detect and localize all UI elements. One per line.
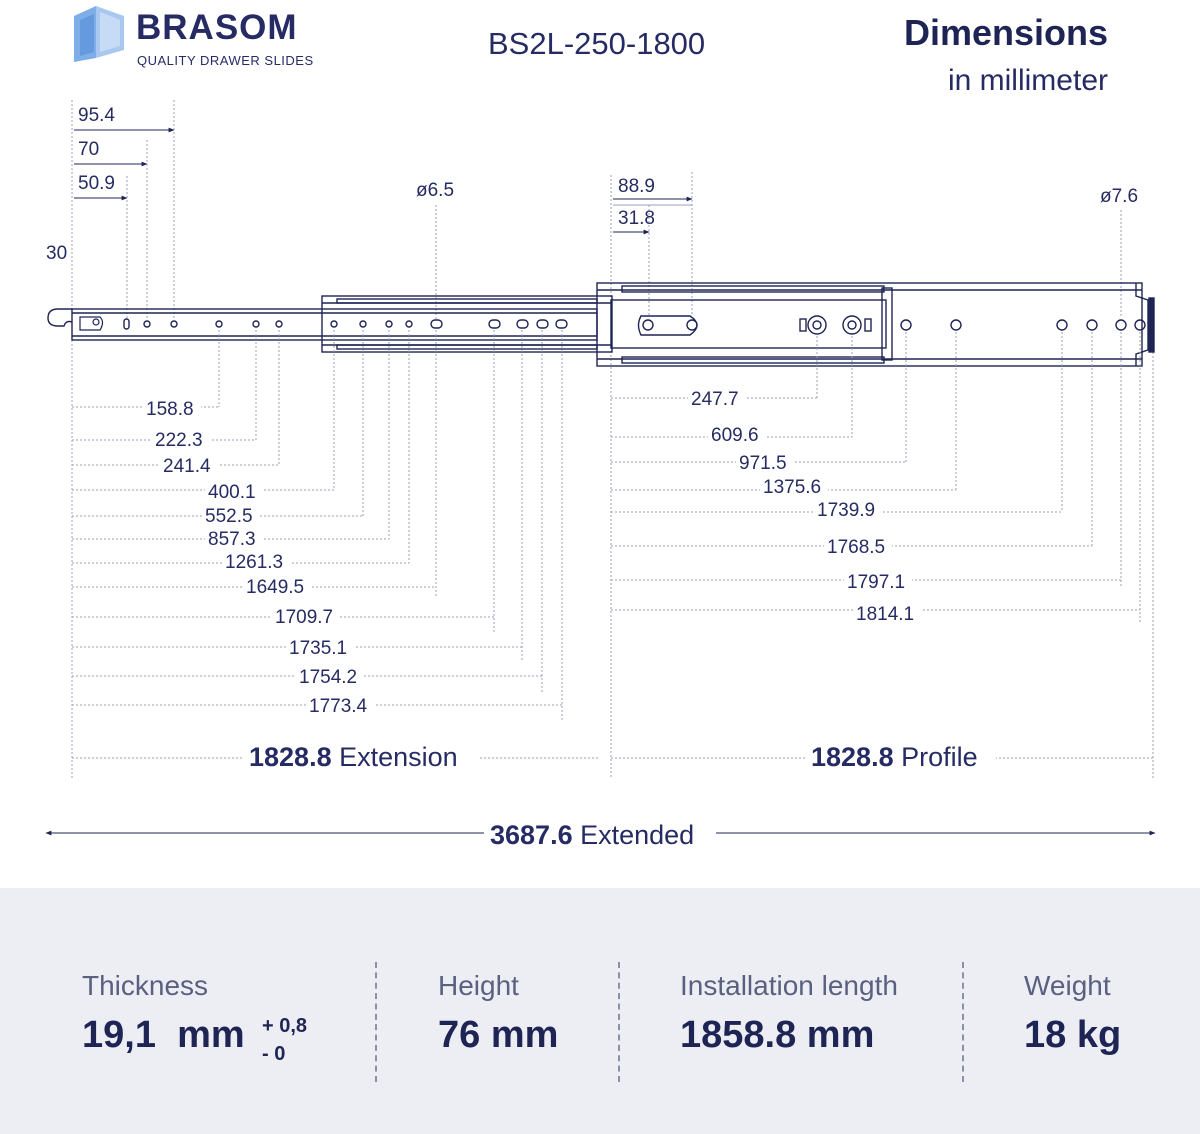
- mounting-holes: [124, 316, 1145, 335]
- dim-247-7-label: 247.7: [691, 389, 739, 410]
- slide-outline: [48, 283, 1154, 366]
- thickness-label: Thickness: [82, 970, 209, 1001]
- thickness-tolerance: [262, 1012, 307, 1068]
- dim-1797-1-label: 1797.1: [847, 572, 906, 593]
- dim-1768-5-label: 1768.5: [827, 537, 886, 558]
- dim-1814-1-label: 1814.1: [856, 604, 915, 625]
- specs-panel: [0, 888, 1200, 1134]
- spec-divider: [618, 962, 620, 1082]
- dim-31-8-label: 31.8: [618, 208, 655, 229]
- installation-length-label: Installation length: [680, 970, 898, 1001]
- dim-158-8-label: 158.8: [146, 399, 194, 420]
- spec-weight: [1024, 888, 1174, 1134]
- profile-text: Profile: [901, 742, 978, 772]
- dim-1754-2-label: 1754.2: [299, 667, 358, 688]
- spec-thickness: [82, 888, 362, 1134]
- dim-1773-4-label: 1773.4: [309, 696, 368, 717]
- extended-value: 3687.6: [490, 820, 573, 850]
- hole-diameter-right-label: ø7.6: [1100, 186, 1139, 207]
- extension-text: Extension: [339, 742, 458, 772]
- spec-installation-length: [680, 888, 950, 1134]
- dim-1739-9-label: 1739.9: [817, 500, 876, 521]
- spec-divider: [375, 962, 377, 1082]
- model-number: BS2L-250-1800: [488, 26, 706, 61]
- dim-50-9-label: 50.9: [78, 173, 115, 194]
- tolerance-minus: - 0: [262, 1043, 286, 1065]
- dim-1261-3-label: 1261.3: [225, 552, 284, 573]
- weight-value: 18 kg: [1024, 1014, 1122, 1056]
- profile-label: [811, 742, 978, 772]
- brand-tagline: QUALITY DRAWER SLIDES: [137, 53, 314, 68]
- dim-857-3-label: 857.3: [208, 529, 256, 550]
- dimensions-title: Dimensions: [903, 12, 1108, 53]
- dim-971-5-label: 971.5: [739, 453, 787, 474]
- dim-609-6-label: 609.6: [711, 425, 759, 446]
- dim-1375-6-label: 1375.6: [763, 477, 822, 498]
- installation-length-value: 1858.8 mm: [680, 1014, 875, 1056]
- extension-label: [249, 742, 458, 772]
- brand-name: BRASOM: [136, 8, 298, 47]
- extended-label: [490, 820, 694, 850]
- tolerance-plus: + 0,8: [262, 1015, 308, 1037]
- dim-552-5-label: 552.5: [205, 506, 253, 527]
- dim-241-4-label: 241.4: [163, 456, 211, 477]
- dim-1735-1-label: 1735.1: [289, 638, 348, 659]
- dim-1649-5-label: 1649.5: [246, 577, 305, 598]
- hole-diameter-left-label: ø6.5: [416, 180, 455, 201]
- profile-value: 1828.8: [811, 742, 894, 772]
- dimensions-subtitle: in millimeter: [947, 64, 1108, 97]
- spec-height: [438, 888, 608, 1134]
- extension-value: 1828.8: [249, 742, 332, 772]
- height-label: Height: [438, 970, 519, 1001]
- dim-222-3-label: 222.3: [155, 430, 203, 451]
- left-dimension-leaders: [72, 330, 600, 758]
- thickness-value: 19,1 mm: [82, 1014, 245, 1056]
- height-value: 76 mm: [438, 1014, 559, 1056]
- dim-88-9-label: 88.9: [618, 176, 655, 197]
- spec-divider: [962, 962, 964, 1082]
- dim-400-1-label: 400.1: [208, 482, 256, 503]
- weight-label: Weight: [1024, 970, 1111, 1001]
- dim-1709-7-label: 1709.7: [275, 607, 334, 628]
- reference-lines: [72, 100, 1153, 778]
- dim-95-4-label: 95.4: [78, 105, 115, 126]
- dim-70-label: 70: [78, 139, 100, 160]
- dim-30-label: 30: [46, 243, 68, 264]
- extended-text: Extended: [580, 820, 695, 850]
